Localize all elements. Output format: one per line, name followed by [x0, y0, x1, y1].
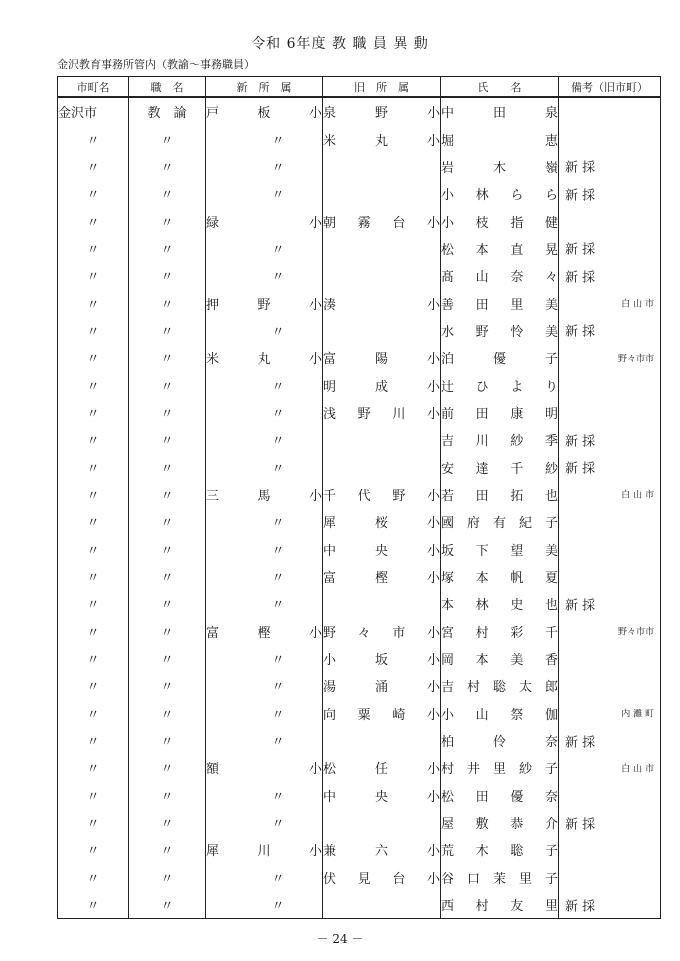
table-row: [58, 262, 661, 289]
cell-city: 〃: [58, 891, 129, 919]
table-row: [58, 508, 661, 535]
cell-city: 〃: [58, 700, 129, 727]
cell-job: 〃: [129, 536, 206, 563]
table-row: [58, 207, 661, 234]
cell-job: 教 論: [129, 97, 206, 125]
cell-old-school: [323, 180, 441, 207]
table-row: [58, 645, 661, 672]
cell-new-school: 〃: [206, 262, 323, 289]
cell-job: 〃: [129, 235, 206, 262]
cell-new-school: 〃: [206, 672, 323, 699]
cell-city: 〃: [58, 508, 129, 535]
table-row: [58, 672, 661, 699]
header-new-school: 新 所 属: [206, 77, 323, 98]
cell-job: 〃: [129, 563, 206, 590]
cell-name: 堀恵: [441, 125, 559, 152]
cell-old-school: 明成小: [323, 371, 441, 398]
cell-note: [559, 508, 661, 535]
cell-city: 〃: [58, 481, 129, 508]
note-status: 新 採: [565, 899, 596, 915]
cell-old-school: 湊小: [323, 289, 441, 316]
cell-job: 〃: [129, 180, 206, 207]
cell-job: 〃: [129, 262, 206, 289]
cell-city: 〃: [58, 536, 129, 563]
cell-old-school: [323, 453, 441, 480]
table-row: [58, 727, 661, 754]
cell-new-school: 〃: [206, 125, 323, 152]
cell-job: 〃: [129, 344, 206, 371]
cell-name: 宮村彩千: [441, 618, 559, 645]
header-city: 市町名: [58, 77, 129, 98]
cell-job: 〃: [129, 399, 206, 426]
cell-note: [559, 754, 661, 781]
table-row: [58, 481, 661, 508]
table-row: [58, 809, 661, 836]
note-status: 新 採: [565, 242, 596, 258]
cell-old-school: [323, 317, 441, 344]
cell-note: [559, 371, 661, 398]
cell-job: 〃: [129, 125, 206, 152]
cell-old-school: 向粟崎小: [323, 700, 441, 727]
cell-old-school: 小坂小: [323, 645, 441, 672]
cell-name: 小枝指健: [441, 207, 559, 234]
cell-note: [559, 563, 661, 590]
table-row: [58, 426, 661, 453]
cell-job: 〃: [129, 618, 206, 645]
cell-name: 國府有紀子: [441, 508, 559, 535]
cell-city: 〃: [58, 836, 129, 863]
note-status: 新 採: [565, 817, 596, 833]
cell-job: 〃: [129, 590, 206, 617]
cell-note: [559, 399, 661, 426]
cell-job: 〃: [129, 891, 206, 919]
cell-city: 〃: [58, 590, 129, 617]
cell-name: 松田優奈: [441, 782, 559, 809]
cell-new-school: 〃: [206, 317, 323, 344]
note-former-city: 野々市市: [617, 354, 654, 365]
cell-note: [559, 235, 661, 262]
cell-job: 〃: [129, 317, 206, 344]
cell-old-school: [323, 235, 441, 262]
table-row: [58, 864, 661, 891]
cell-note: [559, 207, 661, 234]
cell-job: 〃: [129, 508, 206, 535]
cell-new-school: 押野小: [206, 289, 323, 316]
cell-city: 〃: [58, 235, 129, 262]
cell-new-school: 〃: [206, 727, 323, 754]
table-row: [58, 371, 661, 398]
table-row: [58, 317, 661, 344]
cell-new-school: 〃: [206, 891, 323, 919]
cell-job: 〃: [129, 754, 206, 781]
cell-note: [559, 97, 661, 125]
cell-new-school: 〃: [206, 700, 323, 727]
cell-job: 〃: [129, 864, 206, 891]
cell-old-school: 中央小: [323, 782, 441, 809]
table-row: [58, 180, 661, 207]
cell-new-school: 〃: [206, 453, 323, 480]
cell-new-school: 〃: [206, 399, 323, 426]
table-row: [58, 700, 661, 727]
note-status: 新 採: [565, 188, 596, 204]
cell-old-school: 松任小: [323, 754, 441, 781]
cell-old-school: 米丸小: [323, 125, 441, 152]
note-former-city: 内 灘 町: [621, 709, 654, 720]
table-row: [58, 782, 661, 809]
cell-old-school: 浅野川小: [323, 399, 441, 426]
cell-city: 〃: [58, 153, 129, 180]
cell-note: [559, 153, 661, 180]
cell-name: 西村友里: [441, 891, 559, 919]
note-status: 新 採: [565, 598, 596, 614]
cell-job: 〃: [129, 426, 206, 453]
cell-new-school: 戸板小: [206, 97, 323, 125]
note-status: 新 採: [565, 324, 596, 340]
cell-city: 〃: [58, 809, 129, 836]
cell-name: 柏伶奈: [441, 727, 559, 754]
cell-new-school: 〃: [206, 153, 323, 180]
note-former-city: 野々市市: [617, 627, 654, 638]
cell-note: [559, 700, 661, 727]
header-name: 氏 名: [441, 77, 559, 98]
table-row: [58, 399, 661, 426]
cell-name: 若田拓也: [441, 481, 559, 508]
cell-note: [559, 727, 661, 754]
cell-city: 〃: [58, 344, 129, 371]
cell-name: 荒木聡子: [441, 836, 559, 863]
cell-old-school: 富陽小: [323, 344, 441, 371]
table-row: [58, 836, 661, 863]
note-former-city: 白 山 市: [621, 490, 654, 501]
table-row: [58, 754, 661, 781]
table-header-row: [58, 77, 661, 98]
cell-note: [559, 262, 661, 289]
cell-city: 〃: [58, 207, 129, 234]
note-former-city: 白 山 市: [621, 764, 654, 775]
cell-name: 吉村聡太郎: [441, 672, 559, 699]
note-former-city: 白 山 市: [621, 299, 654, 310]
table-row: [58, 344, 661, 371]
personnel-table: [57, 76, 661, 919]
cell-new-school: 三馬小: [206, 481, 323, 508]
cell-new-school: 〃: [206, 590, 323, 617]
cell-name: 岩木嶺: [441, 153, 559, 180]
cell-job: 〃: [129, 153, 206, 180]
cell-new-school: 〃: [206, 371, 323, 398]
cell-old-school: [323, 809, 441, 836]
cell-job: 〃: [129, 207, 206, 234]
cell-note: [559, 289, 661, 316]
table-row: [58, 563, 661, 590]
cell-city: 〃: [58, 727, 129, 754]
table-row: [58, 153, 661, 180]
note-status: 新 採: [565, 160, 596, 176]
note-status: 新 採: [565, 270, 596, 286]
cell-job: 〃: [129, 289, 206, 316]
cell-new-school: 富樫小: [206, 618, 323, 645]
cell-old-school: 千代野小: [323, 481, 441, 508]
cell-city: 〃: [58, 371, 129, 398]
cell-job: 〃: [129, 727, 206, 754]
cell-city: 〃: [58, 672, 129, 699]
cell-name: 坂下望美: [441, 536, 559, 563]
cell-name: 小林らら: [441, 180, 559, 207]
cell-job: 〃: [129, 672, 206, 699]
cell-city: 〃: [58, 563, 129, 590]
cell-new-school: 〃: [206, 536, 323, 563]
cell-city: 〃: [58, 289, 129, 316]
table-body: [58, 97, 661, 919]
cell-city: 〃: [58, 317, 129, 344]
cell-name: 塚本帆夏: [441, 563, 559, 590]
table-row: [58, 453, 661, 480]
cell-name: 髙山奈々: [441, 262, 559, 289]
cell-name: 谷口茉里子: [441, 864, 559, 891]
cell-old-school: [323, 426, 441, 453]
cell-name: 前田康明: [441, 399, 559, 426]
cell-old-school: [323, 153, 441, 180]
cell-job: 〃: [129, 836, 206, 863]
cell-old-school: 泉野小: [323, 97, 441, 125]
cell-name: 吉川紗季: [441, 426, 559, 453]
cell-note: [559, 782, 661, 809]
cell-note: [559, 481, 661, 508]
header-old-school: 旧 所 属: [323, 77, 441, 98]
cell-note: [559, 809, 661, 836]
cell-new-school: 〃: [206, 180, 323, 207]
section-subtitle: 金沢教育事務所管内（教諭～事務職員）: [57, 58, 255, 71]
cell-job: 〃: [129, 481, 206, 508]
cell-note: [559, 891, 661, 919]
table-row: [58, 618, 661, 645]
cell-name: 中田泉: [441, 97, 559, 125]
cell-old-school: [323, 262, 441, 289]
note-status: 新 採: [565, 735, 596, 751]
table-row: [58, 536, 661, 563]
cell-note: [559, 180, 661, 207]
cell-name: 水野怜美: [441, 317, 559, 344]
cell-city: 〃: [58, 180, 129, 207]
cell-new-school: 緑小: [206, 207, 323, 234]
cell-note: [559, 125, 661, 152]
cell-city: 〃: [58, 426, 129, 453]
cell-name: 屋敷恭介: [441, 809, 559, 836]
cell-note: [559, 426, 661, 453]
cell-name: 辻ひより: [441, 371, 559, 398]
cell-old-school: 野々市小: [323, 618, 441, 645]
cell-note: [559, 836, 661, 863]
cell-job: 〃: [129, 371, 206, 398]
cell-name: 泊優子: [441, 344, 559, 371]
note-status: 新 採: [565, 434, 596, 450]
cell-job: 〃: [129, 700, 206, 727]
cell-name: 小山祭伽: [441, 700, 559, 727]
cell-new-school: 〃: [206, 426, 323, 453]
cell-job: 〃: [129, 645, 206, 672]
cell-name: 岡本美香: [441, 645, 559, 672]
cell-new-school: 〃: [206, 809, 323, 836]
cell-new-school: 額小: [206, 754, 323, 781]
cell-new-school: 〃: [206, 508, 323, 535]
cell-city: 金沢市: [58, 97, 129, 125]
cell-new-school: 〃: [206, 563, 323, 590]
cell-city: 〃: [58, 453, 129, 480]
table-row: [58, 891, 661, 919]
page-number: － 24 －: [316, 932, 364, 946]
cell-city: 〃: [58, 645, 129, 672]
cell-job: 〃: [129, 782, 206, 809]
cell-old-school: 犀桜小: [323, 508, 441, 535]
cell-city: 〃: [58, 864, 129, 891]
cell-old-school: 中央小: [323, 536, 441, 563]
cell-job: 〃: [129, 809, 206, 836]
cell-job: 〃: [129, 453, 206, 480]
header-note: 備考（旧市町）: [559, 77, 661, 98]
page-title: 令和 6年度 教 職 員 異 動: [251, 36, 429, 52]
cell-new-school: 犀川小: [206, 836, 323, 863]
header-job: 職 名: [129, 77, 206, 98]
cell-note: [559, 344, 661, 371]
cell-old-school: 湯涌小: [323, 672, 441, 699]
cell-note: [559, 536, 661, 563]
cell-name: 善田里美: [441, 289, 559, 316]
cell-old-school: 富樫小: [323, 563, 441, 590]
table-row: [58, 289, 661, 316]
cell-note: [559, 672, 661, 699]
cell-old-school: [323, 590, 441, 617]
cell-note: [559, 864, 661, 891]
cell-city: 〃: [58, 399, 129, 426]
table-row: [58, 235, 661, 262]
cell-note: [559, 645, 661, 672]
note-status: 新 採: [565, 461, 596, 477]
cell-note: [559, 317, 661, 344]
cell-new-school: 〃: [206, 782, 323, 809]
cell-new-school: 〃: [206, 645, 323, 672]
table-row: [58, 97, 661, 125]
cell-name: 村井里紗子: [441, 754, 559, 781]
cell-name: 安達千紗: [441, 453, 559, 480]
cell-note: [559, 618, 661, 645]
cell-new-school: 〃: [206, 235, 323, 262]
cell-old-school: [323, 891, 441, 919]
cell-old-school: 伏見台小: [323, 864, 441, 891]
cell-name: 松本直晃: [441, 235, 559, 262]
cell-name: 本林史也: [441, 590, 559, 617]
cell-city: 〃: [58, 754, 129, 781]
cell-old-school: [323, 727, 441, 754]
cell-new-school: 米丸小: [206, 344, 323, 371]
cell-city: 〃: [58, 618, 129, 645]
cell-city: 〃: [58, 262, 129, 289]
cell-new-school: 〃: [206, 864, 323, 891]
table-row: [58, 590, 661, 617]
cell-note: [559, 453, 661, 480]
cell-city: 〃: [58, 782, 129, 809]
table-row: [58, 125, 661, 152]
cell-old-school: 朝霧台小: [323, 207, 441, 234]
cell-city: 〃: [58, 125, 129, 152]
cell-old-school: 兼六小: [323, 836, 441, 863]
cell-note: [559, 590, 661, 617]
